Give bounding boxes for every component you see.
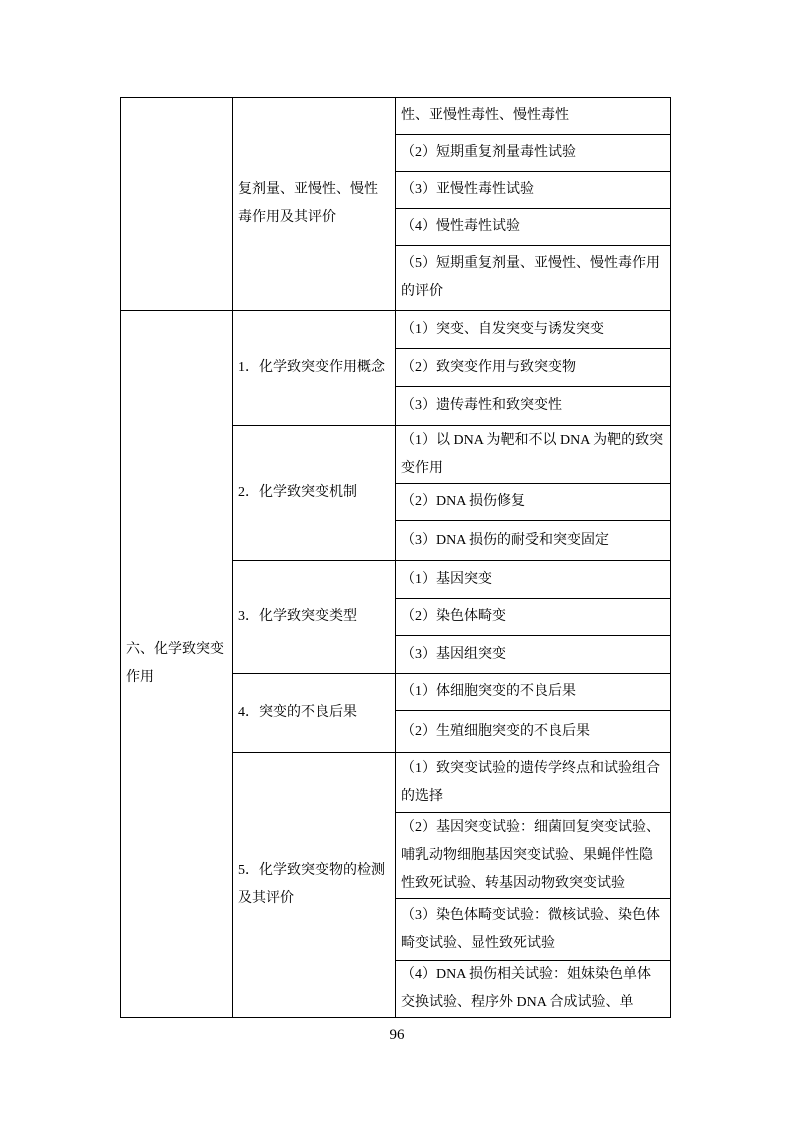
detail-cell: （1）以 DNA 为靶和不以 DNA 为靶的致突变作用 — [396, 426, 671, 484]
topic-cell: 复剂量、亚慢性、慢性毒作用及其评价 — [233, 98, 396, 311]
detail-cell: （2）DNA 损伤修复 — [396, 484, 671, 521]
topic-cell: 5．化学致突变物的检测及其评价 — [233, 753, 396, 1018]
syllabus-table — [120, 97, 671, 1018]
detail-cell: （1）体细胞突变的不良后果 — [396, 674, 671, 711]
detail-cell: （3）遗传毒性和致突变性 — [396, 387, 671, 426]
detail-cell: （3）DNA 损伤的耐受和突变固定 — [396, 521, 671, 561]
topic-cell: 4．突变的不良后果 — [233, 674, 396, 753]
detail-cell: （2）短期重复剂量毒性试验 — [396, 135, 671, 172]
topic-cell: 3．化学致突变类型 — [233, 561, 396, 674]
detail-cell: （3）基因组突变 — [396, 636, 671, 674]
chapter-cell: 六、化学致突变作用 — [121, 311, 233, 1018]
detail-cell: 性、亚慢性毒性、慢性毒性 — [396, 98, 671, 135]
detail-cell: （2）基因突变试验：细菌回复突变试验、哺乳动物细胞基因突变试验、果蝇伴性隐性致死试验、转基因动物致突变试验 — [396, 813, 671, 899]
detail-cell: （1）致突变试验的遗传学终点和试验组合的选择 — [396, 753, 671, 813]
detail-cell: （4）DNA 损伤相关试验：姐妹染色单体交换试验、程序外 DNA 合成试验、单 — [396, 961, 671, 1018]
detail-cell: （4）慢性毒性试验 — [396, 209, 671, 246]
detail-cell: （3）亚慢性毒性试验 — [396, 172, 671, 209]
topic-cell: 1．化学致突变作用概念 — [233, 311, 396, 426]
detail-cell: （3）染色体畸变试验：微核试验、染色体畸变试验、显性致死试验 — [396, 899, 671, 961]
detail-cell: （2）致突变作用与致突变物 — [396, 349, 671, 387]
topic-cell: 2．化学致突变机制 — [233, 426, 396, 561]
detail-cell: （5）短期重复剂量、亚慢性、慢性毒作用的评价 — [396, 246, 671, 311]
page-number: 96 — [389, 1027, 405, 1043]
detail-cell: （2）染色体畸变 — [396, 599, 671, 636]
detail-cell: （1）突变、自发突变与诱发突变 — [396, 311, 671, 349]
detail-cell: （1）基因突变 — [396, 561, 671, 599]
chapter-cell-empty — [121, 98, 233, 311]
detail-cell: （2）生殖细胞突变的不良后果 — [396, 711, 671, 753]
